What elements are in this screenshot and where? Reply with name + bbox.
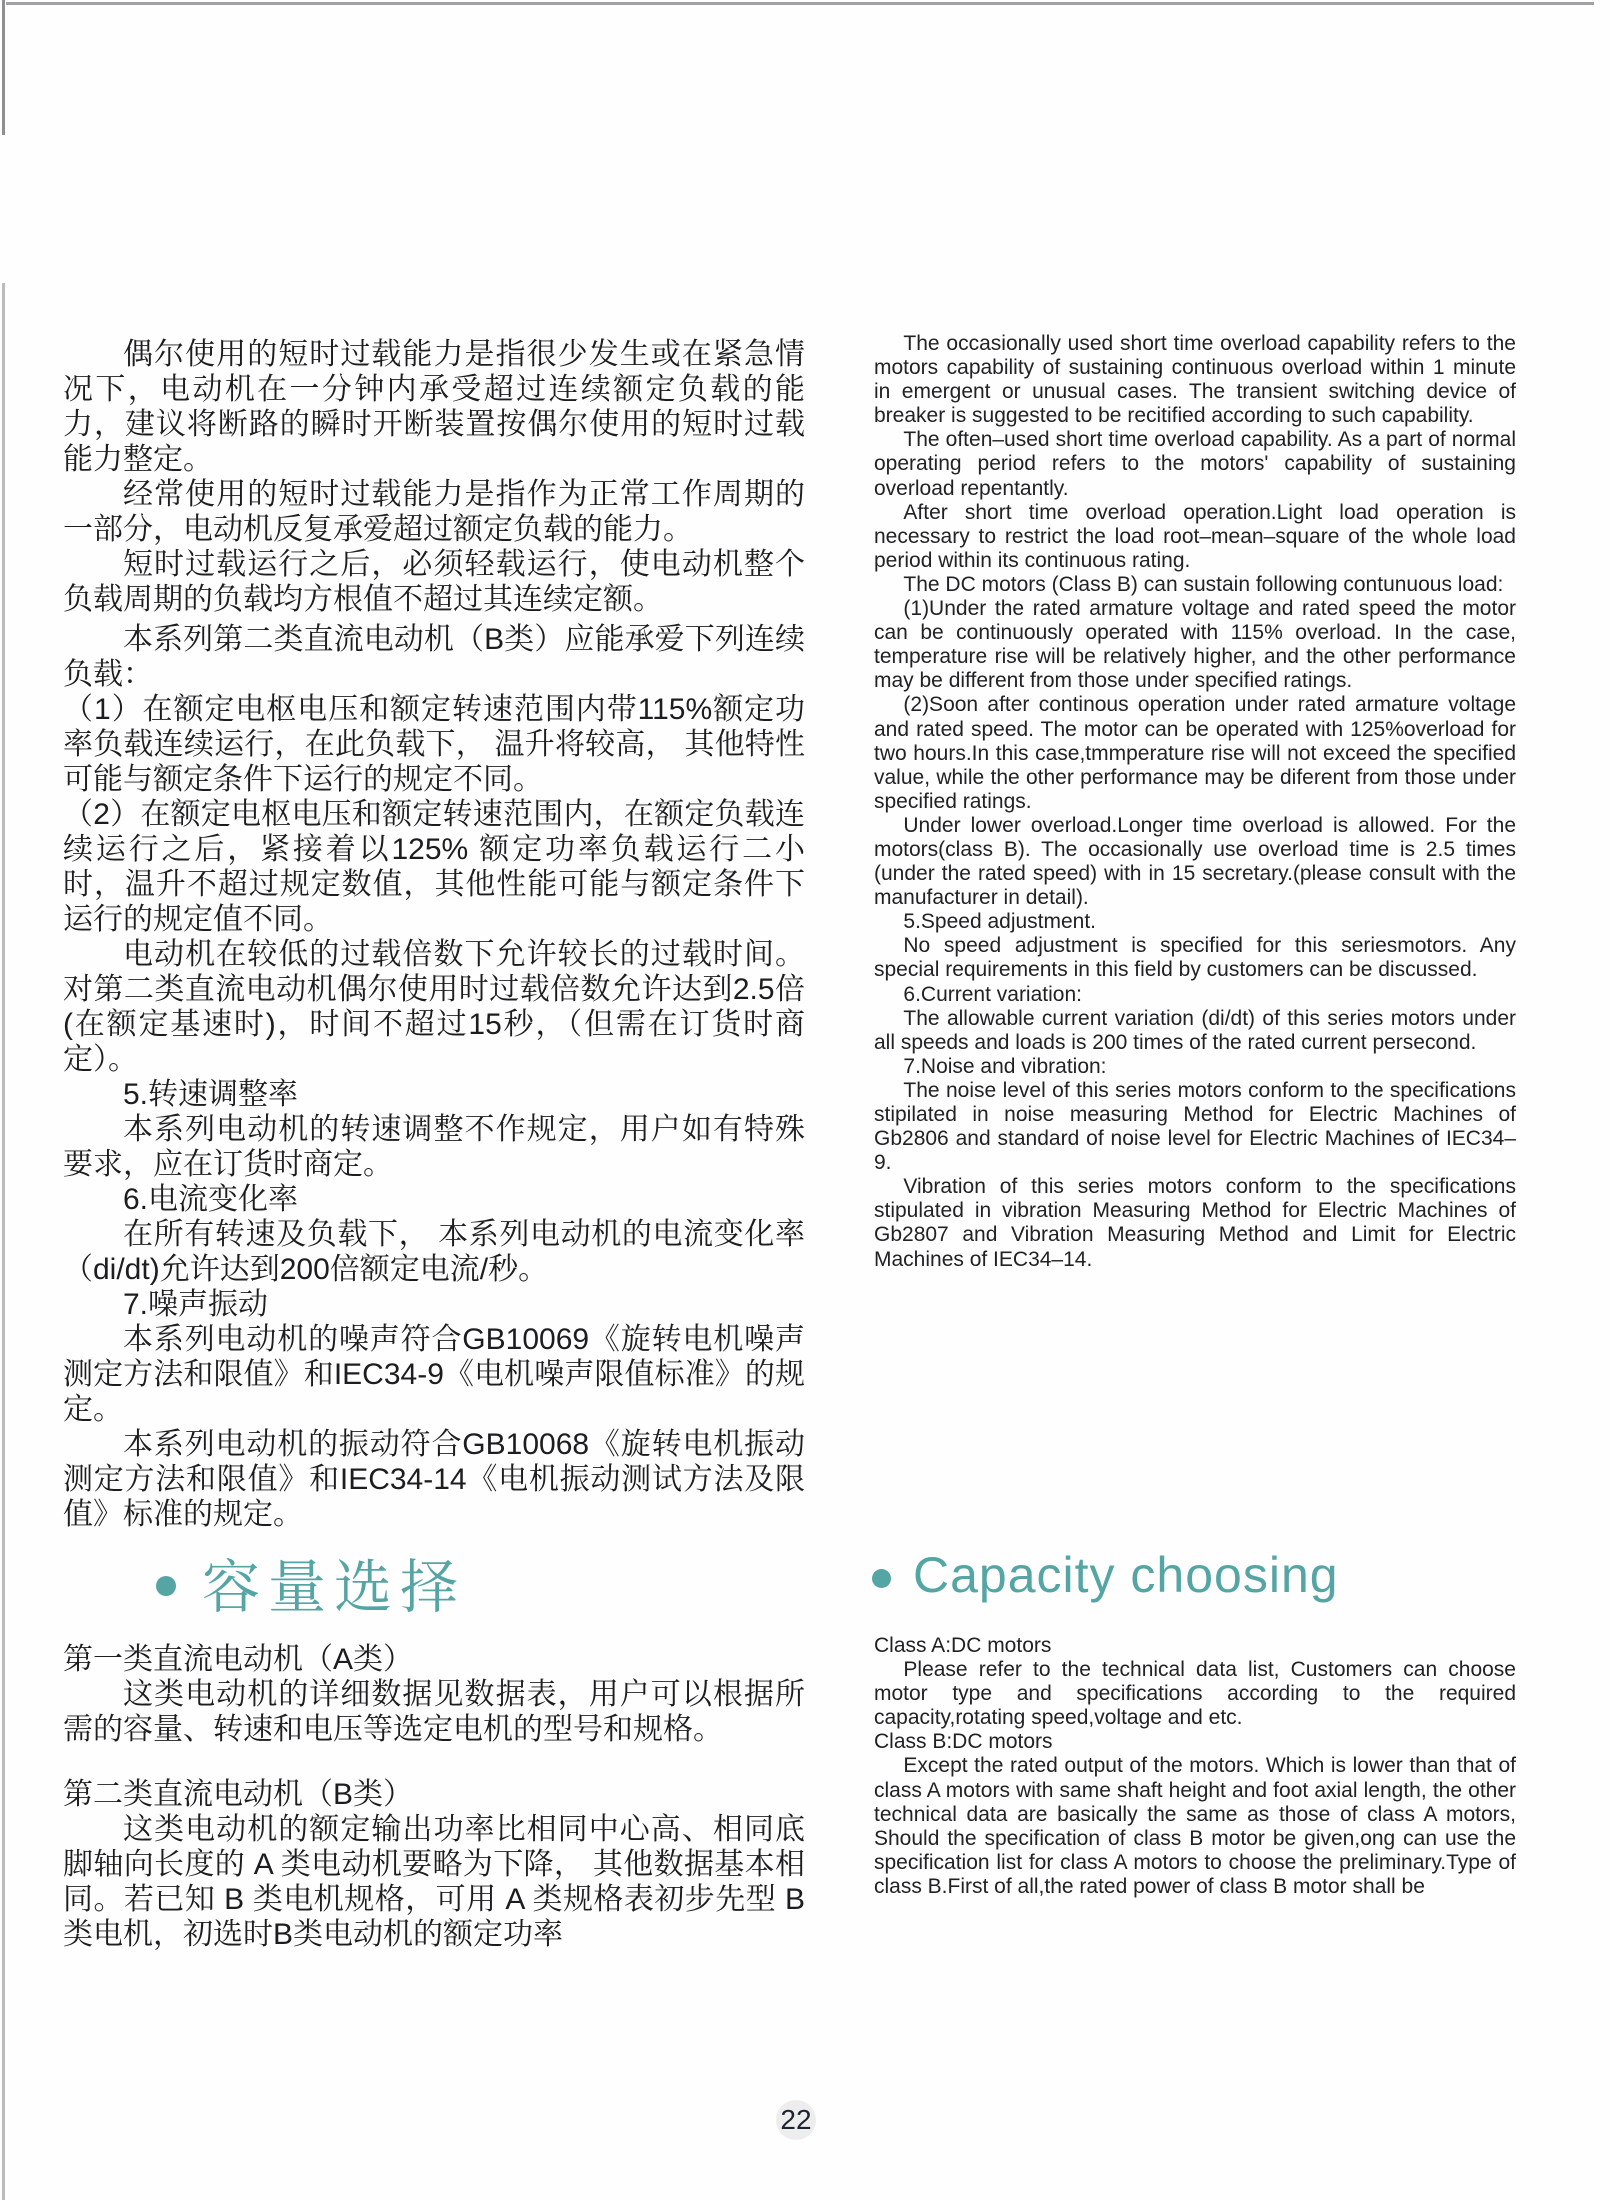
page-number bbox=[776, 2100, 816, 2140]
zh-paragraph: 本系列电动机的振动符合GB10068《旋转电机振动测定方法和限值》和IEC34-14《电机振动测试方法及限值》标准的规定。 bbox=[63, 1428, 805, 1531]
en-subheading: Class A:DC motors bbox=[874, 1634, 1052, 1657]
en-paragraph: After short time overload operation.Light load operation is necessary to restrict the load root–mean–square of the whole load period within its continuous rating. bbox=[874, 500, 1516, 572]
zh-list-item: 7.噪声振动 bbox=[123, 1288, 269, 1321]
zh-paragraph: 经常使用的短时过载能力是指作为正常工作周期的一部分，电动机反复承爱超过额定负载的能力。 bbox=[63, 478, 805, 546]
zh-list-item: 5.转速调整率 bbox=[123, 1078, 299, 1111]
en-subheading: Class B:DC motors bbox=[874, 1730, 1053, 1754]
zh-section-header-capacity bbox=[156, 1540, 466, 1624]
scan-edge-top bbox=[6, 2, 1594, 5]
en-paragraph: The occasionally used short time overload capability refers to the motors capability of sustaining continuous overload within 1 minute in emergent or unusual cases. The transient switching device of breaker is suggested to be recitified according to such capability. bbox=[874, 332, 1516, 428]
en-class-blocks bbox=[874, 1634, 1516, 1899]
scan-edge-left-upper bbox=[2, 0, 5, 135]
zh-paragraph: 电动机在较低的过载倍数下允许较长的过载时间。对第二类直流电动机偶尔使用时过载倍数允许达到2.5倍(在额定基速时)，时间不超过15秒，（但需在订货时商定）。 bbox=[63, 938, 805, 1076]
en-list-item: 7.Noise and vibration: bbox=[903, 1054, 1107, 1078]
zh-list-item: 6.电流变化率 bbox=[123, 1183, 299, 1216]
zh-subheading: 第二类直流电动机（B类） bbox=[63, 1778, 414, 1811]
zh-ratings-block bbox=[63, 622, 805, 1532]
en-paragraph: The allowable current variation (di/dt) of this series motors under all speeds and loads is 200 times of the rated current persecond. bbox=[874, 1006, 1516, 1054]
en-paragraph: The DC motors (Class B) can sustain following contunuous load: bbox=[903, 572, 1504, 596]
zh-subheading: 第一类直流电动机（A类） bbox=[63, 1643, 414, 1676]
zh-paragraph: 在所有转速及负载下， 本系列电动机的电流变化率（di/dt)允许达到200倍额定电流/秒。 bbox=[63, 1218, 805, 1286]
bullet-icon bbox=[156, 1576, 176, 1596]
en-paragraph: Vibration of this series motors conform to the specifications stipulated in vibration Measuring Method for Electric Machines of Gb2807 and Vibration Measuring Method and Limit for Electric Machines of IEC34–14. bbox=[874, 1175, 1516, 1271]
zh-section-title: 容量选择 bbox=[202, 1555, 467, 1620]
zh-paragraph: 偶尔使用的短时过载能力是指很少发生或在紧急情况下，电动机在一分钟内承受超过连续额定负载的能力，建议将断路的瞬时开断装置按偶尔使用的短时过载能力整定。 bbox=[63, 338, 805, 476]
zh-paragraph: 这类电动机的额定输出功率比相同中心高、相同底脚轴向长度的 A 类电动机要略为下降， 其他数据基本相同。若已知 B 类电机规格，可用 A 类规格表初步先型 B类电机，初选时B类电动机的额定功率 bbox=[63, 1813, 805, 1951]
en-list-item: 5.Speed adjustment. bbox=[903, 910, 1097, 934]
scan-edge-left-lower bbox=[2, 283, 5, 2200]
en-paragraph: The noise level of this series motors conform to the specifications stipilated in noise measuring Method for Electric Machines of Gb2806 and standard of noise level for Electric Machines of IEC34–9. bbox=[874, 1078, 1516, 1175]
en-paragraph: No speed adjustment is specified for this seriesmotors. Any special requirements in this field by customers can be discussed. bbox=[874, 934, 1516, 982]
zh-paragraph: 短时过载运行之后，必须轻载运行，使电动机整个负载周期的负载均方根值不超过其连续定额。 bbox=[63, 548, 805, 616]
en-paragraph: (1)Under the rated armature voltage and rated speed the motor can be continuously operated with 115% overload. In the case, temperature rise will be relatively higher, and the other performance may be different from those under specified ratings. bbox=[874, 597, 1516, 693]
en-paragraph: Under lower overload.Longer time overload is allowed. For the motors(class B). The occasionally use overload time is 2.5 times (under the rated speed) with in 15 secretary.(please consult with the manufacturer in detail). bbox=[874, 813, 1516, 910]
en-paragraph: Except the rated output of the motors. Which is lower than that of class A motors with same shaft height and foot axial length, the other technical data are basically the same as those of class A motors, Should the specification of class B motor be given,ong can use the specification list for class A motors to choose the preliminary.Type of class B.First of all,the rated power of class B motor shall be bbox=[874, 1754, 1516, 1898]
zh-paragraph: 这类电动机的详细数据见数据表，用户可以根据所需的容量、转速和电压等选定电机的型号和规格。 bbox=[63, 1678, 805, 1746]
en-ratings-block bbox=[874, 332, 1516, 1272]
zh-class-b-block bbox=[63, 1777, 805, 1952]
en-paragraph: (2)Soon after continous operation under rated armature voltage and rated speed. The motor can be operated with 125%overload for two hours.In this case,tmmperature rise will not exceed the specified value, while the other performance may be diferent from those under specified ratings. bbox=[874, 693, 1516, 813]
zh-paragraph: （2）在额定电枢电压和额定转速范围内，在额定负载连续运行之后，紧接着以125% 额定功率负载运行二小时，温升不超过规定数值，其他性能可能与额定条件下运行的规定值不同。 bbox=[63, 798, 805, 936]
zh-paragraph: （1）在额定电枢电压和额定转速范围内带115%额定功率负载连续运行，在此负载下， 温升将较高， 其他特性可能与额定条件下运行的规定不同。 bbox=[63, 693, 805, 796]
zh-overload-intro-block bbox=[63, 337, 805, 617]
zh-class-a-block bbox=[63, 1642, 805, 1747]
en-paragraph: The often–used short time overload capability. As a part of normal operating period refers to the motors' capability of sustaining overload repentantly. bbox=[874, 428, 1516, 500]
bullet-icon bbox=[872, 1569, 891, 1588]
page-number-text: 22 bbox=[780, 2104, 812, 2135]
zh-paragraph: 本系列电动机的转速调整不作规定，用户如有特殊要求，应在订货时商定。 bbox=[63, 1113, 805, 1181]
en-paragraph: Please refer to the technical data list, Customers can choose motor type and specifications according to the required capacity,rotating speed,voltage and etc. bbox=[874, 1658, 1516, 1730]
zh-paragraph: 本系列第二类直流电动机（B类）应能承爱下列连续负载： bbox=[63, 623, 805, 691]
zh-paragraph: 本系列电动机的噪声符合GB10069《旋转电机噪声测定方法和限值》和IEC34-9《电机噪声限值标准》的规定。 bbox=[63, 1323, 805, 1426]
en-list-item: 6.Current variation: bbox=[903, 982, 1082, 1006]
en-section-title: Capacity choosing bbox=[913, 1547, 1339, 1603]
en-section-header-capacity bbox=[872, 1546, 1339, 1604]
